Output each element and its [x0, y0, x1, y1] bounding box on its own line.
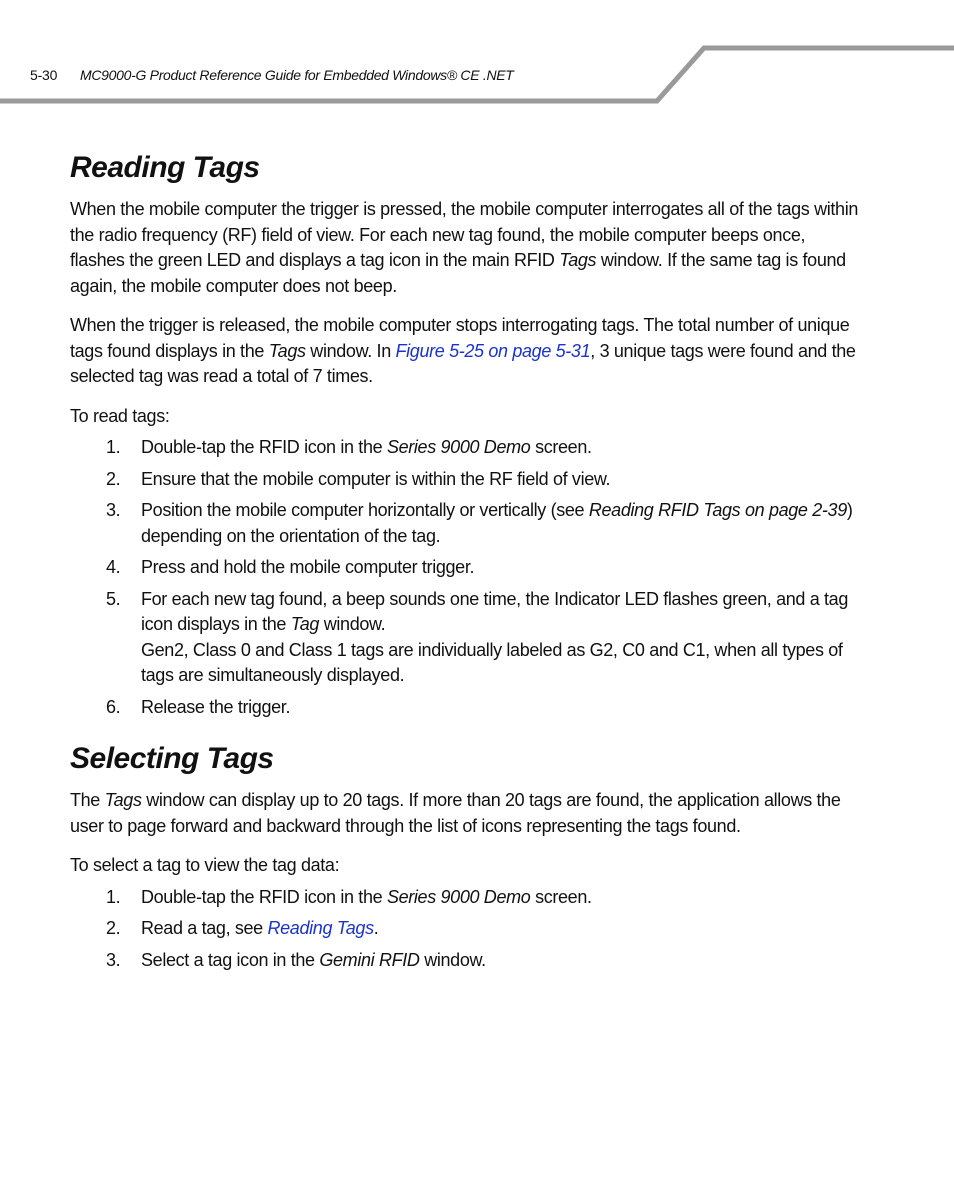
reading-tags-steps [70, 435, 860, 720]
reading-tags-link[interactable]: Reading Tags [267, 918, 374, 938]
section-heading-reading-tags: Reading Tags [70, 151, 260, 184]
list-item: 3. Position the mobile computer horizontally or vertically (see Reading RFID Tags on page 2-39) depending on the orientation of the tag. [106, 500, 853, 546]
figure-link[interactable]: Figure 5-25 on page 5-31 [395, 340, 591, 361]
selecting-tags-intro: To select a tag to view the tag data: [70, 855, 340, 875]
list-item: 2. Read a tag, see Reading Tags. [106, 918, 379, 938]
list-item: 3. Select a tag icon in the Gemini RFID window. [106, 949, 486, 970]
header-rule [0, 0, 954, 110]
list-item: 2. Ensure that the mobile computer is within the RF field of view. [106, 468, 611, 489]
reading-tags-paragraph-2: When the trigger is released, the mobile computer stops interrogating tags. The total number of unique tags found displays in the Tags window. In Figure 5-25 on page 5-31, 3 unique tags were found and the selected tag was read a total of 7 times. [70, 315, 856, 386]
selecting-tags-paragraph-1: The Tags window can display up to 20 tags. If more than 20 tags are found, the application allows the user to page forward and backward through the list of icons representing the tags found. [70, 790, 841, 836]
list-item: 6. Release the trigger. [106, 696, 291, 717]
reading-tags-paragraph-1: When the mobile computer the trigger is pressed, the mobile computer interrogates all of the tags within the radio frequency (RF) field of view. For each new tag found, the mobile computer beeps once, flashes the green LED and displays a tag icon in the main RFID Tags window. If the same tag is found again, the mobile computer does not beep. [70, 199, 859, 296]
list-item: 5. For each new tag found, a beep sounds one time, the Indicator LED flashes green, and a tag icon displays in the Tag window. Gen2, Class 0 and Class 1 tags are individually labeled as G2, C0 and C1, when all types of tags are simultaneously displayed. [106, 588, 848, 685]
section-heading-selecting-tags: Selecting Tags [70, 742, 274, 775]
list-item: 1. Double-tap the RFID icon in the Series 9000 Demo screen. [106, 437, 592, 457]
list-item: 1. Double-tap the RFID icon in the Series 9000 Demo screen. [106, 886, 592, 907]
page-content [70, 150, 860, 973]
page-number: 5-30 [30, 67, 58, 83]
list-item: 4. Press and hold the mobile computer trigger. [106, 557, 475, 577]
reading-tags-intro: To read tags: [70, 405, 170, 426]
selecting-tags-steps [70, 885, 860, 974]
document-title: MC9000-G Product Reference Guide for Embedded Windows® CE .NET [80, 67, 514, 83]
